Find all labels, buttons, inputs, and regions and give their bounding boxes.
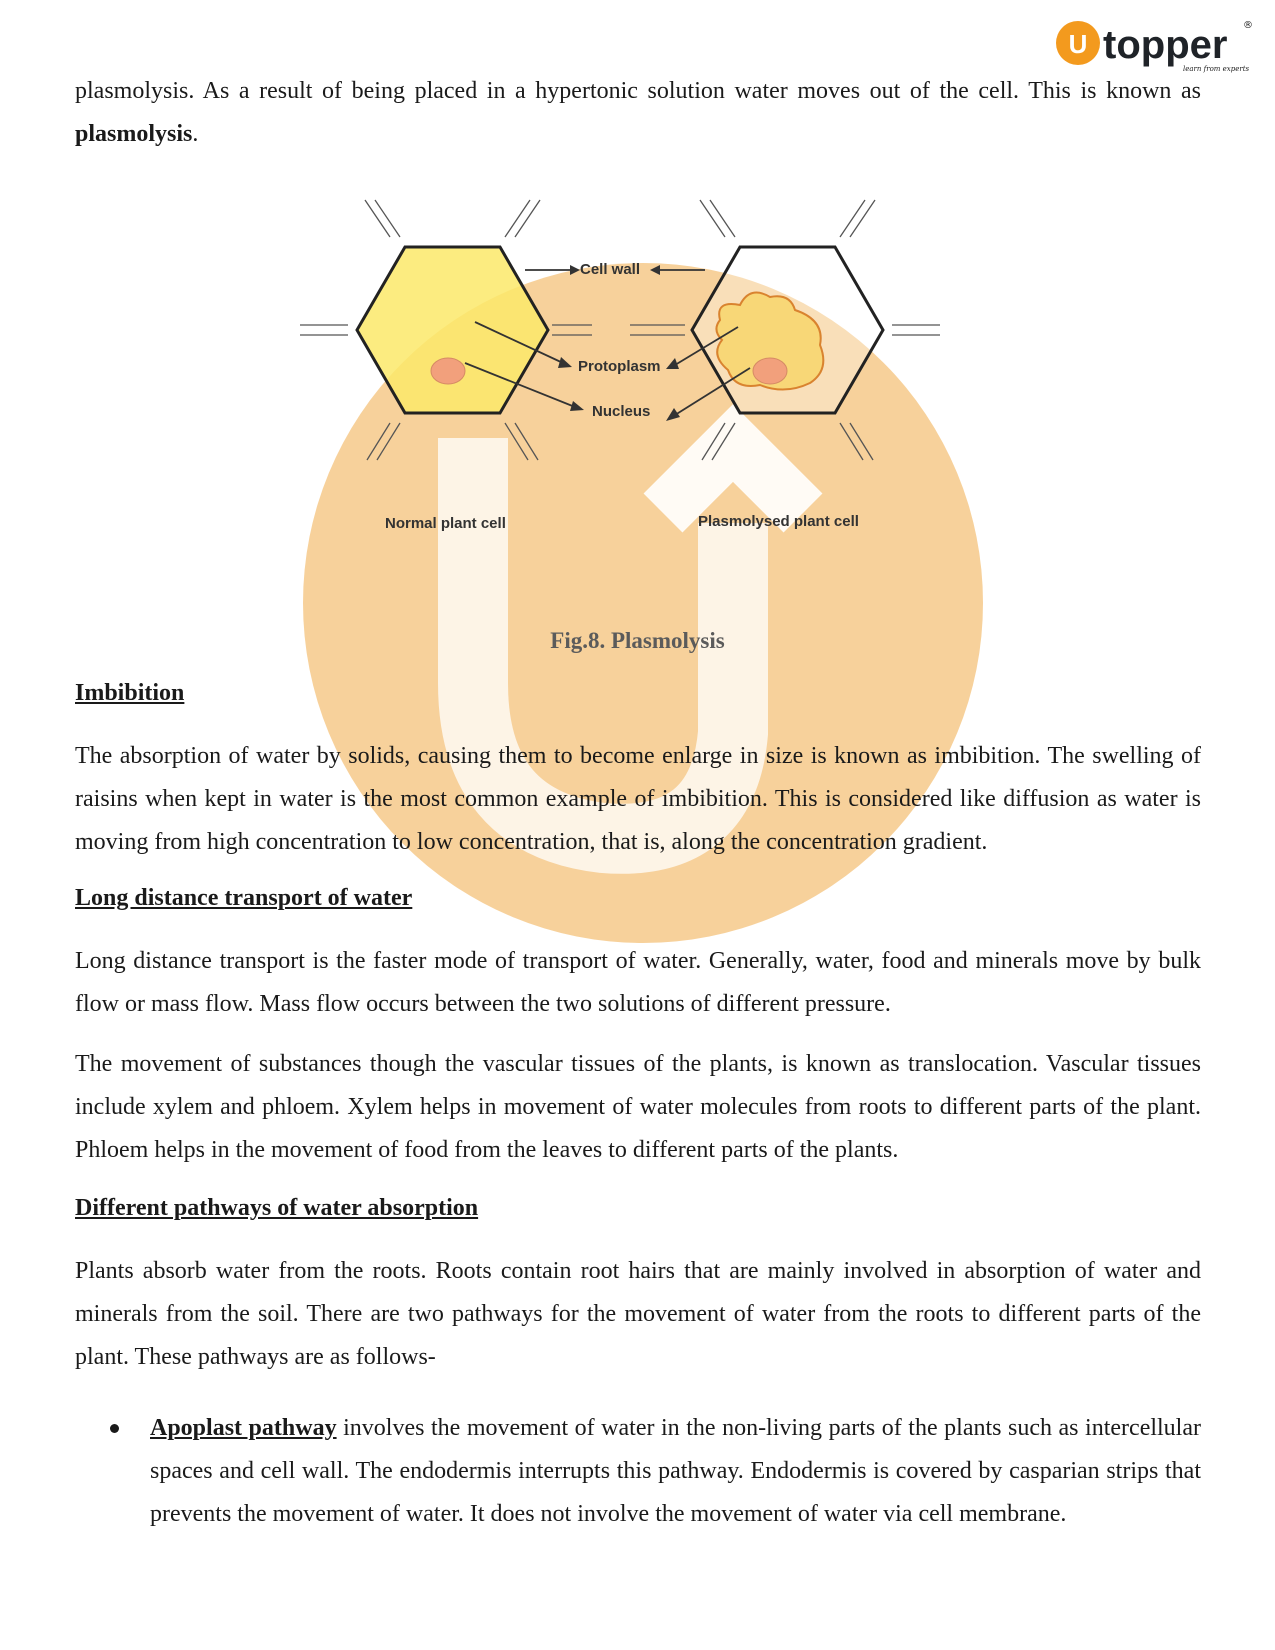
heading-imbibition: Imbibition [75,680,185,706]
logo-brand: topper [1103,23,1228,67]
label-normal-cell: Normal plant cell [385,515,506,532]
plasmolysed-nucleus [753,358,787,384]
paragraph-long-distance-1: Long distance transport is the faster mode of transport of water. Generally, water, food and minerals move by bulk flow or mass flow. Mass flow occurs between the two solutions of different pressure. [75,948,1201,1017]
bullet-dot-icon [110,1424,119,1433]
heading-pathways: Different pathways of water absorption [75,1195,479,1221]
intro-term: plasmolysis [75,121,193,147]
apoplast-term: Apoplast pathway [150,1415,337,1441]
plasmolysed-cell [692,200,940,460]
intro-text: plasmolysis. As a result of being placed in a hypertonic solution water moves out of the cell. This is known as [75,78,1201,104]
label-cell-wall: Cell wall [580,261,641,278]
label-plasmolysed-cell: Plasmolysed plant cell [698,513,859,530]
heading-long-distance: Long distance transport of water [75,885,413,911]
bullet-apoplast-text [150,1407,1201,1536]
paragraph-pathways: Plants absorb water from the roots. Roots contain root hairs that are mainly involved in absorption of water and minerals from the soil. There are two pathways for the movement of water from the roots to different parts of the plant. These pathways are as follows- [75,1258,1201,1370]
normal-nucleus [431,358,465,384]
topper-logo [1055,18,1255,78]
logo-mark: U [1068,29,1088,59]
paragraph-imbibition: The absorption of water by solids, causing them to become enlarge in size is known as imbibition. The swelling of raisins when kept in water is the most common example of imbibition. This is considered like diffusion as water is moving from high concentration to low concentration, that is, along the concentration gradient. [75,743,1201,855]
paragraph-long-distance-2: The movement of substances though the vascular tissues of the plants, is known as translocation. Vascular tissues include xylem and phloem. Xylem helps in movement of water molecules from roots to different parts of the plant. Phloem helps in the movement of food from the leaves to different parts of the plants. [75,1051,1201,1163]
logo-tagline: learn from experts [1183,65,1250,73]
logo-registered: ® [1243,20,1253,31]
plasmolysis-figure [280,185,1000,605]
middle-walls [552,325,685,335]
intro-paragraph [75,70,1201,156]
normal-cell [300,200,548,460]
figure-caption: Fig.8. Plasmolysis [550,628,725,653]
intro-end: . [192,121,199,147]
label-protoplasm: Protoplasm [578,358,661,375]
label-nucleus: Nucleus [592,403,651,420]
apoplast-description: involves the movement of water in the non-living parts of the plants such as intercellular spaces and cell wall. The endodermis interrupts this pathway. Endodermis is covered by casparian strips that prevents the movement of water. It does not involve the movement of water via cell membrane. [150,1415,1201,1527]
